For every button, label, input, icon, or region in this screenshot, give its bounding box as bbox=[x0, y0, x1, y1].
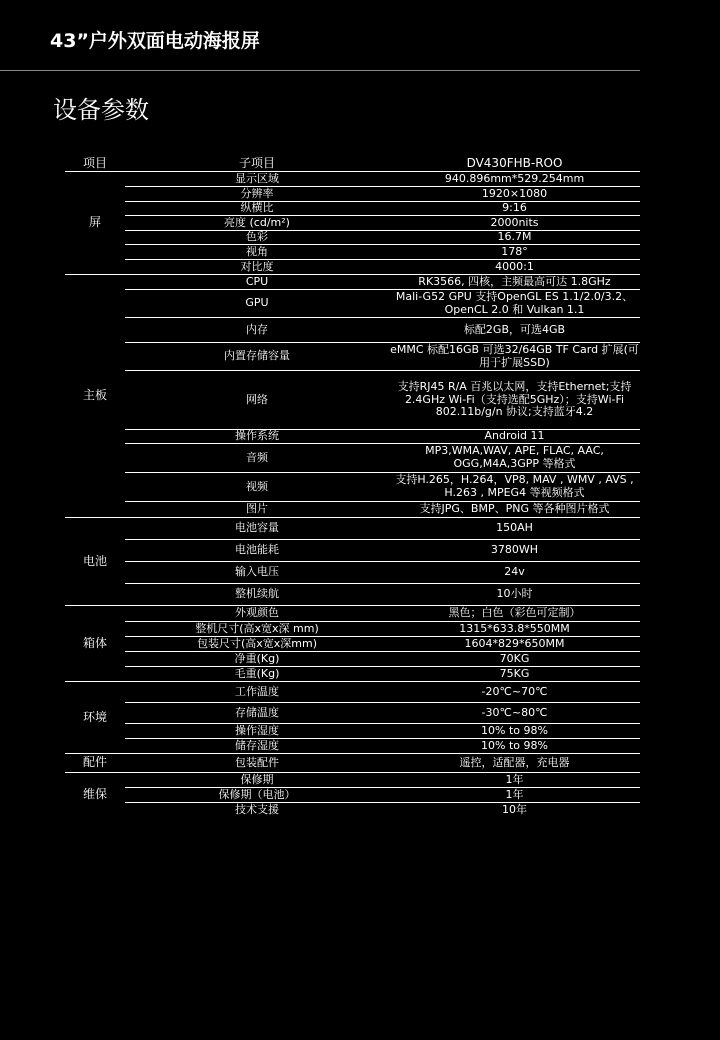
value-cell: 黑色；白色（彩色可定制） bbox=[389, 606, 640, 622]
category-cell: 电池 bbox=[65, 518, 125, 606]
subitem-cell: 输入电压 bbox=[125, 562, 389, 584]
value-cell: 940.896mm*529.254mm bbox=[389, 172, 640, 187]
subitem-cell: 外观颜色 bbox=[125, 606, 389, 622]
page-title: 43”户外双面电动海报屏 bbox=[50, 30, 260, 52]
category-cell: 维保 bbox=[82, 787, 107, 802]
subitem-cell: 操作湿度 bbox=[125, 724, 389, 739]
table-row bbox=[65, 371, 640, 430]
subitem-cell: 显示区域 bbox=[125, 172, 389, 187]
spec-table bbox=[65, 156, 640, 818]
subitem-cell: 内置存储容量 bbox=[125, 343, 389, 371]
value-cell: 178° bbox=[389, 245, 640, 260]
value-cell: 3780WH bbox=[389, 540, 640, 562]
table-row bbox=[65, 773, 640, 788]
category-cell: 环境 bbox=[65, 682, 125, 754]
value-cell: 10% to 98% bbox=[389, 739, 640, 754]
table-row bbox=[65, 667, 640, 682]
subitem-cell: 电池容量 bbox=[125, 518, 389, 540]
value-cell: -30℃~80℃ bbox=[389, 703, 640, 724]
table-row bbox=[65, 502, 640, 518]
table-row bbox=[65, 788, 640, 803]
subitem-cell: 图片 bbox=[125, 502, 389, 518]
value-cell: 标配2GB，可选4GB bbox=[389, 318, 640, 343]
value-cell: -20℃~70℃ bbox=[389, 682, 640, 703]
table-row bbox=[65, 172, 640, 187]
value-cell: 10年 bbox=[502, 802, 527, 816]
table-row bbox=[65, 343, 640, 371]
subitem-cell: CPU bbox=[125, 275, 389, 290]
value-cell: 1315*633.8*550MM bbox=[389, 622, 640, 637]
category-cell: 配件 bbox=[65, 754, 125, 773]
subitem-cell: 色彩 bbox=[125, 231, 389, 245]
subitem-cell: 整机尺寸(高x宽x深 mm) bbox=[125, 622, 389, 637]
category-cell: 主板 bbox=[65, 275, 125, 518]
value-cell: Mali-G52 GPU 支持OpenGL ES 1.1/2.0/3.2、OpenCL 2.0 和 Vulkan 1.1 bbox=[389, 290, 640, 318]
value-cell: MP3,WMA,WAV, APE, FLAC, AAC, OGG,M4A,3GPP 等格式 bbox=[389, 444, 640, 473]
subitem-cell: 网络 bbox=[125, 371, 389, 430]
subitem-cell: 电池能耗 bbox=[125, 540, 389, 562]
subitem-cell: 操作系统 bbox=[125, 430, 389, 444]
table-row bbox=[65, 518, 640, 540]
table-row bbox=[65, 231, 640, 245]
table-row bbox=[65, 540, 640, 562]
category-cell: 箱体 bbox=[65, 606, 125, 682]
table-row bbox=[65, 739, 640, 754]
subitem-cell: 整机续航 bbox=[125, 584, 389, 606]
subitem-cell: 视频 bbox=[125, 473, 389, 502]
table-row bbox=[65, 290, 640, 318]
table-row bbox=[65, 803, 640, 818]
value-cell: 75KG bbox=[389, 667, 640, 682]
subitem-cell: GPU bbox=[125, 290, 389, 318]
subitem-cell: 亮度 (cd/m²) bbox=[125, 216, 389, 231]
subitem-cell: 纵横比 bbox=[125, 202, 389, 216]
subitem-cell: 对比度 bbox=[125, 260, 389, 275]
value-cell: 支持H.265，H.264，VP8, MAV , WMV , AVS , H.263 , MPEG4 等视频格式 bbox=[389, 473, 640, 502]
value-cell: 150AH bbox=[389, 518, 640, 540]
title-divider bbox=[0, 70, 640, 71]
table-row bbox=[65, 606, 640, 622]
table-row bbox=[65, 622, 640, 637]
subitem-cell: 储存湿度 bbox=[125, 739, 389, 754]
table-header-row bbox=[65, 156, 640, 172]
subitem-cell: 工作温度 bbox=[125, 682, 389, 703]
value-cell: 10% to 98% bbox=[389, 724, 640, 739]
value-cell: 1920×1080 bbox=[389, 187, 640, 202]
subitem-cell: 保修期（电池） bbox=[125, 788, 389, 803]
subitem-cell: 音频 bbox=[125, 444, 389, 473]
table-row bbox=[65, 562, 640, 584]
table-row bbox=[65, 430, 640, 444]
subitem-cell: 毛重(Kg) bbox=[125, 667, 389, 682]
table-row bbox=[65, 682, 640, 703]
table-row bbox=[65, 245, 640, 260]
subitem-cell: 技术支援 bbox=[235, 802, 279, 816]
subitem-cell: 包装尺寸(高x宽x深mm) bbox=[125, 637, 389, 652]
table-row bbox=[65, 275, 640, 290]
value-cell: 70KG bbox=[389, 652, 640, 667]
value-cell: Android 11 bbox=[389, 430, 640, 444]
subitem-cell: 保修期 bbox=[125, 773, 389, 788]
table-row bbox=[65, 724, 640, 739]
section-heading: 设备参数 bbox=[53, 96, 149, 124]
subitem-cell: 分辨率 bbox=[125, 187, 389, 202]
value-cell: 支持JPG、BMP、PNG 等各种图片格式 bbox=[389, 502, 640, 518]
column-header-subitem: 子项目 bbox=[125, 156, 389, 172]
value-cell: 9:16 bbox=[389, 202, 640, 216]
value-cell: 10小时 bbox=[389, 584, 640, 606]
subitem-cell: 视角 bbox=[125, 245, 389, 260]
column-header-model: DV430FHB-ROO bbox=[389, 156, 640, 172]
value-cell: 1年 bbox=[389, 773, 640, 788]
table-row bbox=[65, 187, 640, 202]
table-row bbox=[65, 754, 640, 773]
subitem-cell: 内存 bbox=[125, 318, 389, 343]
value-cell: eMMC 标配16GB 可选32/64GB TF Card 扩展(可用于扩展SSD) bbox=[390, 342, 639, 369]
value-cell: 16.7M bbox=[389, 231, 640, 245]
value-cell: 遥控，适配器，充电器 bbox=[389, 754, 640, 773]
table-row bbox=[65, 202, 640, 216]
table-row bbox=[65, 652, 640, 667]
table-row bbox=[65, 444, 640, 473]
value-cell: 1604*829*650MM bbox=[389, 637, 640, 652]
subitem-cell: 包装配件 bbox=[125, 754, 389, 773]
value-cell: RK3566, 四核，主频最高可达 1.8GHz bbox=[389, 275, 640, 290]
value-cell: 1年 bbox=[389, 788, 640, 803]
value-cell: 支持RJ45 R/A 百兆以太网，支持Ethernet;支持2.4GHz Wi-Fi（支持选配5GHz）；支持Wi-Fi 802.11b/g/n 协议;支持蓝牙4.2 bbox=[389, 371, 640, 430]
subitem-cell: 存储温度 bbox=[125, 703, 389, 724]
subitem-cell: 净重(Kg) bbox=[125, 652, 389, 667]
column-header-item: 项目 bbox=[65, 156, 125, 172]
table-row bbox=[65, 318, 640, 343]
table-row bbox=[65, 584, 640, 606]
table-row bbox=[65, 260, 640, 275]
table-row bbox=[65, 216, 640, 231]
value-cell: 4000:1 bbox=[389, 260, 640, 275]
table-row bbox=[65, 637, 640, 652]
table-row bbox=[65, 473, 640, 502]
category-cell: 屏 bbox=[65, 172, 125, 275]
table-row bbox=[65, 703, 640, 724]
value-cell: 2000nits bbox=[389, 216, 640, 231]
value-cell: 24v bbox=[389, 562, 640, 584]
